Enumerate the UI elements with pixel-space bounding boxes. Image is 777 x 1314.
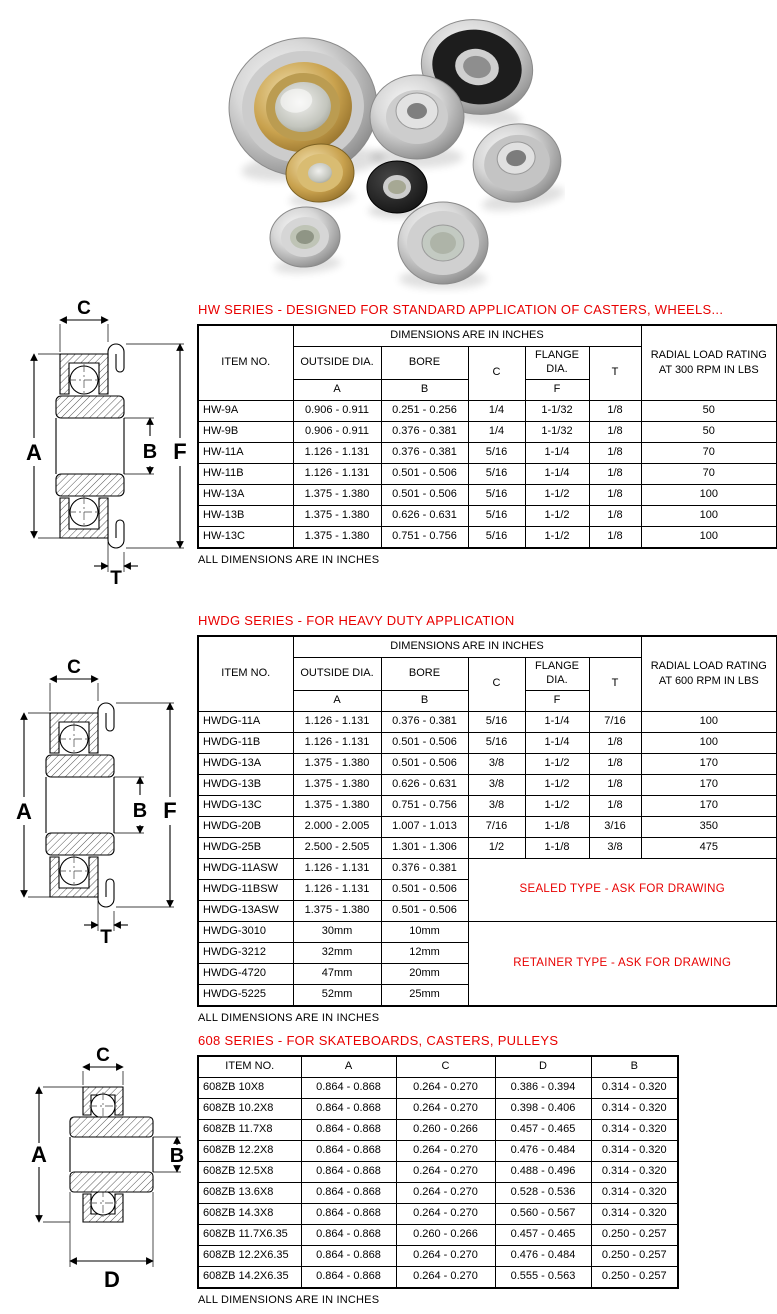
value-cell: 0.864 - 0.868 [301,1183,396,1204]
series-608-table [197,1055,679,1289]
value-cell: 350 [641,816,777,837]
hw-series-title: HW SERIES - DESIGNED FOR STANDARD APPLICATION OF CASTERS, WHEELS... [198,302,724,317]
value-cell: 0.906 - 0.911 [293,421,381,442]
hwdg-bearing-cross-section-diagram [5,650,195,950]
608-bearing-cross-section-diagram [25,1045,200,1310]
item-no-cell: 608ZB 12.2X6.35 [198,1246,301,1267]
dim-label-b: B [132,800,148,822]
value-cell: 0.864 - 0.868 [301,1099,396,1120]
value-cell: 0.264 - 0.270 [396,1183,495,1204]
608-table-header [198,1056,678,1078]
col-subheader-f: F [525,379,589,400]
value-cell: 1-1/2 [525,526,589,548]
value-cell: 1-1/2 [525,795,589,816]
608-table-body [198,1078,678,1289]
value-cell: 100 [641,711,777,732]
value-cell: 2.500 - 2.505 [293,837,381,858]
value-cell: 0.376 - 0.381 [381,442,468,463]
value-cell: 32mm [293,942,381,963]
value-cell: 1.126 - 1.131 [293,442,381,463]
col-header-d: D [495,1056,591,1078]
hwdg-series-section [197,613,777,1024]
dim-label-d: D [104,1267,120,1292]
value-cell: 0.864 - 0.868 [301,1078,396,1099]
col-header-c: C [396,1056,495,1078]
hwdg-sealed-rows [198,858,777,921]
value-cell: 10mm [381,921,468,942]
table-row [198,526,777,548]
col-header-outside-dia: OUTSIDE DIA. [293,658,381,691]
value-cell: 70 [641,442,777,463]
table-row [198,816,777,837]
value-cell: 0.555 - 0.563 [495,1267,591,1289]
hwdg-retainer-rows [198,921,777,1006]
table-row [198,1120,678,1141]
table-row [198,732,777,753]
bearing-photo-bottom-left [268,204,343,276]
value-cell: 0.376 - 0.381 [381,858,468,879]
value-cell: 5/16 [468,711,525,732]
col-subheader-a: A [293,690,381,711]
value-cell: 100 [641,732,777,753]
bearings-product-photo [225,5,565,295]
table-row [198,505,777,526]
value-cell: 0.488 - 0.496 [495,1162,591,1183]
value-cell: 0.864 - 0.868 [301,1246,396,1267]
col-header-radial-load: RADIAL LOAD RATING AT 600 RPM IN LBS [641,636,777,711]
value-cell: 12mm [381,942,468,963]
table-row [198,711,777,732]
table-row [198,421,777,442]
value-cell: 100 [641,484,777,505]
dim-label-c: C [77,298,91,319]
value-cell: 1-1/2 [525,484,589,505]
col-header-flange-dia: FLANGE DIA. [525,347,589,380]
value-cell: 1/4 [468,421,525,442]
value-cell: 0.501 - 0.506 [381,463,468,484]
value-cell: 3/8 [589,837,641,858]
value-cell: 0.528 - 0.536 [495,1183,591,1204]
value-cell: 1-1/8 [525,837,589,858]
value-cell: 1-1/8 [525,816,589,837]
col-header-item: ITEM NO. [198,325,293,400]
value-cell: 0.314 - 0.320 [591,1183,678,1204]
value-cell: 0.250 - 0.257 [591,1225,678,1246]
item-no-cell: 608ZB 14.3X8 [198,1204,301,1225]
table-row [198,1204,678,1225]
dim-label-t: T [110,568,122,586]
dim-label-c: C [96,1045,110,1066]
col-header-outside-dia: OUTSIDE DIA. [293,347,381,380]
value-cell: 0.626 - 0.631 [381,774,468,795]
value-cell: 0.314 - 0.320 [591,1204,678,1225]
item-no-cell: HWDG-3010 [198,921,293,942]
value-cell: 0.864 - 0.868 [301,1204,396,1225]
table-row [198,442,777,463]
col-header-c: C [468,347,525,401]
value-cell: 0.864 - 0.868 [301,1141,396,1162]
value-cell: 3/8 [468,753,525,774]
table-row [198,921,777,942]
col-header-radial-load: RADIAL LOAD RATING AT 300 RPM IN LBS [641,325,777,400]
col-header-bore: BORE [381,658,468,691]
dim-label-a: A [16,799,32,824]
table-row [198,837,777,858]
item-no-cell: HWDG-13ASW [198,900,293,921]
table-row [198,753,777,774]
value-cell: 1/2 [468,837,525,858]
value-cell: 170 [641,753,777,774]
value-cell: 1/4 [468,400,525,421]
item-no-cell: HWDG-13B [198,774,293,795]
value-cell: 0.501 - 0.506 [381,732,468,753]
hw-series-table [197,324,777,549]
col-subheader-f: F [525,690,589,711]
item-no-cell: HW-13C [198,526,293,548]
value-cell: 1.375 - 1.380 [293,484,381,505]
hw-bearing-cross-section-diagram [20,296,200,586]
value-cell: 0.250 - 0.257 [591,1246,678,1267]
dim-label-c: C [67,657,81,678]
value-cell: 0.314 - 0.320 [591,1078,678,1099]
value-cell: 5/16 [468,484,525,505]
value-cell: 1/8 [589,505,641,526]
value-cell: 0.560 - 0.567 [495,1204,591,1225]
value-cell: 0.864 - 0.868 [301,1162,396,1183]
col-header-item: ITEM NO. [198,1056,301,1078]
col-subheader-a: A [293,379,381,400]
series-608-section [197,1033,777,1306]
value-cell: 0.501 - 0.506 [381,900,468,921]
bearing-photo-right-silver [467,117,565,216]
hwdg-dimensions-note: ALL DIMENSIONS ARE IN INCHES [198,1011,380,1024]
table-row [198,774,777,795]
value-cell: 1.126 - 1.131 [293,732,381,753]
table-row [198,1246,678,1267]
value-cell: 1-1/2 [525,753,589,774]
value-cell: 0.251 - 0.256 [381,400,468,421]
table-row [198,400,777,421]
value-cell: 20mm [381,963,468,984]
table-row [198,463,777,484]
value-cell: 0.314 - 0.320 [591,1099,678,1120]
value-cell: 0.314 - 0.320 [591,1141,678,1162]
item-no-cell: HW-9B [198,421,293,442]
dimensions-banner: DIMENSIONS ARE IN INCHES [293,636,641,658]
value-cell: 0.864 - 0.868 [301,1120,396,1141]
value-cell: 1-1/32 [525,400,589,421]
value-cell: 1/8 [589,795,641,816]
hw-table-header [198,325,777,400]
item-no-cell: 608ZB 11.7X6.35 [198,1225,301,1246]
item-no-cell: HWDG-20B [198,816,293,837]
value-cell: 1.126 - 1.131 [293,711,381,732]
value-cell: 1/8 [589,442,641,463]
table-row [198,1183,678,1204]
col-subheader-b: B [381,379,468,400]
value-cell: 0.457 - 0.465 [495,1120,591,1141]
table-row [198,1267,678,1289]
value-cell: 1.301 - 1.306 [381,837,468,858]
value-cell: 25mm [381,984,468,1006]
value-cell: 0.376 - 0.381 [381,421,468,442]
value-cell: 170 [641,774,777,795]
item-no-cell: HWDG-25B [198,837,293,858]
dim-label-b: B [169,1145,185,1167]
col-header-t: T [589,347,641,401]
value-cell: 0.476 - 0.484 [495,1246,591,1267]
value-cell: 1.126 - 1.131 [293,879,381,900]
col-header-a: A [301,1056,396,1078]
value-cell: 0.476 - 0.484 [495,1141,591,1162]
value-cell: 0.501 - 0.506 [381,484,468,505]
value-cell: 170 [641,795,777,816]
bearing-photo-bottom-center [398,202,488,289]
dim-label-f: F [163,798,177,823]
value-cell: 0.751 - 0.756 [381,526,468,548]
value-cell: 1.007 - 1.013 [381,816,468,837]
value-cell: 7/16 [468,816,525,837]
item-no-cell: HWDG-4720 [198,963,293,984]
value-cell: 3/16 [589,816,641,837]
table-row [198,1099,678,1120]
item-no-cell: 608ZB 13.6X8 [198,1183,301,1204]
col-subheader-b: B [381,690,468,711]
table-row [198,1225,678,1246]
value-cell: 47mm [293,963,381,984]
item-no-cell: HW-9A [198,400,293,421]
bearing-photo-stepped-hub [370,75,464,168]
value-cell: 0.264 - 0.270 [396,1204,495,1225]
dim-label-a: A [26,440,42,465]
value-cell: 1/8 [589,753,641,774]
hw-table-body [198,400,777,548]
value-cell: 2.000 - 2.005 [293,816,381,837]
value-cell: 0.626 - 0.631 [381,505,468,526]
value-cell: 3/8 [468,795,525,816]
value-cell: 50 [641,400,777,421]
col-header-c: C [468,658,525,712]
item-no-cell: 608ZB 11.7X8 [198,1120,301,1141]
value-cell: 1.375 - 1.380 [293,526,381,548]
608-dimensions-note: ALL DIMENSIONS ARE IN INCHES [198,1294,380,1306]
item-no-cell: HWDG-11BSW [198,879,293,900]
value-cell: 0.264 - 0.270 [396,1267,495,1289]
hwdg-series-table [197,635,777,1007]
item-no-cell: HWDG-13A [198,753,293,774]
hw-series-section [197,302,777,566]
value-cell: 1.375 - 1.380 [293,795,381,816]
value-cell: 0.314 - 0.320 [591,1162,678,1183]
value-cell: 5/16 [468,463,525,484]
item-no-cell: HW-11A [198,442,293,463]
table-row [198,1162,678,1183]
value-cell: 30mm [293,921,381,942]
value-cell: 5/16 [468,505,525,526]
value-cell: 1/8 [589,732,641,753]
item-no-cell: 608ZB 12.5X8 [198,1162,301,1183]
item-no-cell: HWDG-11ASW [198,858,293,879]
value-cell: 0.864 - 0.868 [301,1225,396,1246]
value-cell: 1/8 [589,463,641,484]
value-cell: 70 [641,463,777,484]
value-cell: 0.501 - 0.506 [381,879,468,900]
col-header-flange-dia: FLANGE DIA. [525,658,589,691]
item-no-cell: HWDG-3212 [198,942,293,963]
item-no-cell: HWDG-5225 [198,984,293,1006]
value-cell: 1-1/32 [525,421,589,442]
col-header-b: B [591,1056,678,1078]
value-cell: 0.314 - 0.320 [591,1120,678,1141]
retainer-type-note: RETAINER TYPE - ASK FOR DRAWING [468,921,777,1006]
value-cell: 1-1/4 [525,711,589,732]
value-cell: 1/8 [589,400,641,421]
value-cell: 0.264 - 0.270 [396,1246,495,1267]
value-cell: 3/8 [468,774,525,795]
value-cell: 0.386 - 0.394 [495,1078,591,1099]
value-cell: 1/8 [589,774,641,795]
dimensions-banner: DIMENSIONS ARE IN INCHES [293,325,641,347]
item-no-cell: HWDG-13C [198,795,293,816]
value-cell: 5/16 [468,526,525,548]
value-cell: 0.376 - 0.381 [381,711,468,732]
value-cell: 1.126 - 1.131 [293,858,381,879]
value-cell: 0.864 - 0.868 [301,1267,396,1289]
value-cell: 52mm [293,984,381,1006]
value-cell: 1/8 [589,484,641,505]
value-cell: 0.260 - 0.266 [396,1120,495,1141]
item-no-cell: 608ZB 10.2X8 [198,1099,301,1120]
value-cell: 0.264 - 0.270 [396,1078,495,1099]
value-cell: 1/8 [589,421,641,442]
value-cell: 5/16 [468,442,525,463]
value-cell: 1.126 - 1.131 [293,463,381,484]
hwdg-series-title: HWDG SERIES - FOR HEAVY DUTY APPLICATION [198,613,515,628]
value-cell: 1.375 - 1.380 [293,900,381,921]
item-no-cell: HW-11B [198,463,293,484]
dim-label-a: A [31,1142,47,1167]
dim-label-f: F [173,439,187,464]
value-cell: 0.398 - 0.406 [495,1099,591,1120]
value-cell: 0.906 - 0.911 [293,400,381,421]
col-header-t: T [589,658,641,712]
value-cell: 0.501 - 0.506 [381,753,468,774]
hwdg-table-header [198,636,777,711]
hwdg-table-body [198,711,777,858]
value-cell: 1.375 - 1.380 [293,505,381,526]
value-cell: 1/8 [589,526,641,548]
table-row [198,484,777,505]
table-row [198,1078,678,1099]
value-cell: 1-1/4 [525,732,589,753]
value-cell: 1.375 - 1.380 [293,753,381,774]
value-cell: 0.264 - 0.270 [396,1099,495,1120]
item-no-cell: 608ZB 14.2X6.35 [198,1267,301,1289]
value-cell: 50 [641,421,777,442]
value-cell: 0.264 - 0.270 [396,1162,495,1183]
item-no-cell: 608ZB 10X8 [198,1078,301,1099]
series-608-title: 608 SERIES - FOR SKATEBOARDS, CASTERS, PULLEYS [198,1033,559,1048]
table-row [198,858,777,879]
item-no-cell: HW-13B [198,505,293,526]
dim-label-t: T [100,927,112,948]
value-cell: 1.375 - 1.380 [293,774,381,795]
value-cell: 7/16 [589,711,641,732]
value-cell: 100 [641,526,777,548]
dim-label-b: B [142,441,158,463]
value-cell: 1-1/2 [525,774,589,795]
table-row [198,795,777,816]
value-cell: 0.264 - 0.270 [396,1141,495,1162]
value-cell: 0.260 - 0.266 [396,1225,495,1246]
value-cell: 1-1/2 [525,505,589,526]
value-cell: 0.250 - 0.257 [591,1267,678,1289]
item-no-cell: HWDG-11B [198,732,293,753]
table-row [198,1141,678,1162]
col-header-item: ITEM NO. [198,636,293,711]
item-no-cell: HW-13A [198,484,293,505]
value-cell: 1-1/4 [525,442,589,463]
value-cell: 1-1/4 [525,463,589,484]
hw-dimensions-note: ALL DIMENSIONS ARE IN INCHES [198,553,380,566]
value-cell: 100 [641,505,777,526]
item-no-cell: HWDG-11A [198,711,293,732]
value-cell: 5/16 [468,732,525,753]
item-no-cell: 608ZB 12.2X8 [198,1141,301,1162]
col-header-bore: BORE [381,347,468,380]
value-cell: 0.751 - 0.756 [381,795,468,816]
value-cell: 0.457 - 0.465 [495,1225,591,1246]
value-cell: 475 [641,837,777,858]
sealed-type-note: SEALED TYPE - ASK FOR DRAWING [468,858,777,921]
